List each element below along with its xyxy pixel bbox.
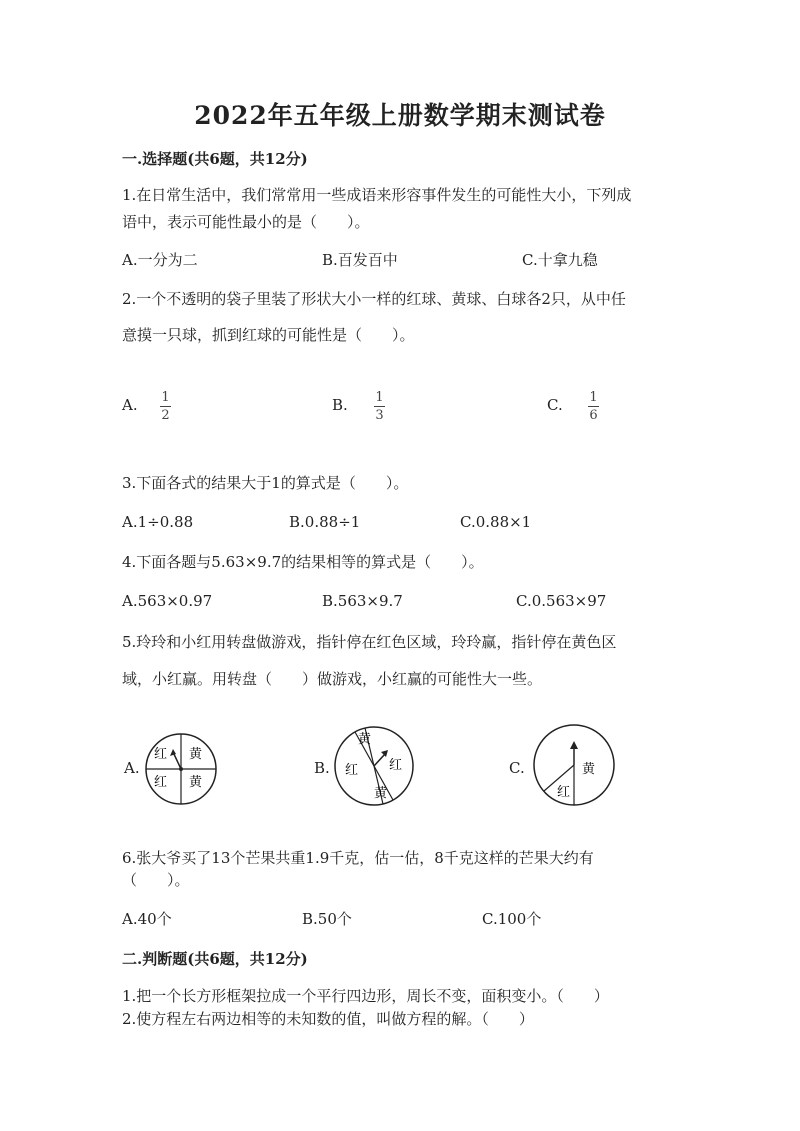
q2-option-a-letter: A.: [122, 396, 138, 414]
q6-option-a: A.40个: [122, 910, 172, 928]
q5-option-a-letter: A.: [124, 759, 140, 777]
q1-option-a: A.一分为二: [122, 251, 198, 269]
q6-text-line2: （ ）。: [122, 871, 190, 889]
q2-option-c-fraction: [588, 386, 599, 423]
q5-option-c-letter: C.: [509, 759, 525, 777]
spinner-b-pointer-head: [381, 750, 388, 757]
q2-option-b-fraction: [374, 386, 385, 423]
q3-option-a: A.1÷0.88: [122, 513, 194, 531]
numerator: 1: [589, 390, 598, 405]
numerator: 1: [375, 390, 384, 405]
spinner-b-label-right: 红: [389, 758, 403, 773]
q2-option-c-letter: C.: [547, 396, 563, 414]
s2-q1-text: 1.把一个长方形框架拉成一个平行四边形，周长不变，面积变小。（ ）: [122, 987, 609, 1005]
q3-text: 3.下面各式的结果大于1的算式是（ ）。: [122, 474, 409, 492]
spinner-b: [331, 724, 417, 808]
q3-option-b: B.0.88÷1: [289, 513, 361, 531]
q2-text-line1: 2.一个不透明的袋子里装了形状大小一样的红球、黄球、白球各2只，从中任: [122, 290, 626, 308]
spinner-b-pointer: [374, 754, 385, 766]
spinner-a-label-br: 黄: [189, 775, 203, 790]
q1-text-line1: 1.在日常生活中，我们常常用一些成语来形容事件发生的可能性大小，下列成: [122, 186, 632, 204]
spinner-b-label-top: 黄: [358, 732, 372, 747]
denominator: 3: [375, 408, 384, 423]
q3-option-c: C.0.88×1: [460, 513, 532, 531]
spinner-a: [142, 732, 220, 808]
q1-option-b: B.百发百中: [322, 251, 398, 269]
spinner-c-label-yellow: 黄: [582, 762, 596, 777]
q6-option-b: B.50个: [302, 910, 352, 928]
spinner-c-pointer-head: [570, 741, 578, 749]
spinner-a-label-bl: 红: [154, 775, 168, 790]
spinner-a-label-tl: 红: [154, 747, 168, 762]
spinner-a-hub: [179, 767, 183, 771]
spinner-b-label-bottom: 黄: [374, 786, 388, 801]
q1-option-c: C.十拿九稳: [522, 251, 598, 269]
q6-text-line1: 6.张大爷买了13个芒果共重1.9千克，估一估，8千克这样的芒果大约有: [122, 849, 594, 867]
spinner-b-label-left: 红: [345, 763, 359, 778]
q2-option-a-fraction: [160, 386, 171, 423]
section2-heading: 二.判断题(共6题，共12分): [122, 950, 308, 968]
q5-text-line1: 5.玲玲和小红用转盘做游戏，指针停在红色区域，玲玲赢，指针停在黄色区: [122, 633, 617, 651]
q4-option-a: A.563×0.97: [122, 592, 213, 610]
q4-text: 4.下面各题与5.63×9.7的结果相等的算式是（ ）。: [122, 553, 484, 571]
page-title: 2022年五年级上册数学期末测试卷: [194, 101, 606, 130]
section1-heading: 一.选择题(共6题，共12分): [122, 150, 308, 168]
numerator: 1: [161, 390, 170, 405]
q5-text-line2: 域，小红赢。用转盘（ ）做游戏，小红赢的可能性大一些。: [122, 670, 543, 688]
s2-q2-text: 2.使方程左右两边相等的未知数的值，叫做方程的解。（ ）: [122, 1010, 534, 1028]
q6-option-c: C.100个: [482, 910, 542, 928]
spinner-a-label-tr: 黄: [189, 747, 203, 762]
q4-option-b: B.563×9.7: [322, 592, 403, 610]
q1-text-line2: 语中，表示可能性最小的是（ ）。: [122, 213, 370, 231]
q2-text-line2: 意摸一只球，抓到红球的可能性是（ ）。: [122, 326, 415, 344]
denominator: 6: [589, 408, 598, 423]
q4-option-c: C.0.563×97: [516, 592, 607, 610]
q2-option-b-letter: B.: [332, 396, 348, 414]
q5-option-b-letter: B.: [314, 759, 330, 777]
spinner-c: [530, 722, 618, 808]
spinner-c-label-red: 红: [557, 785, 571, 800]
denominator: 2: [161, 408, 170, 423]
